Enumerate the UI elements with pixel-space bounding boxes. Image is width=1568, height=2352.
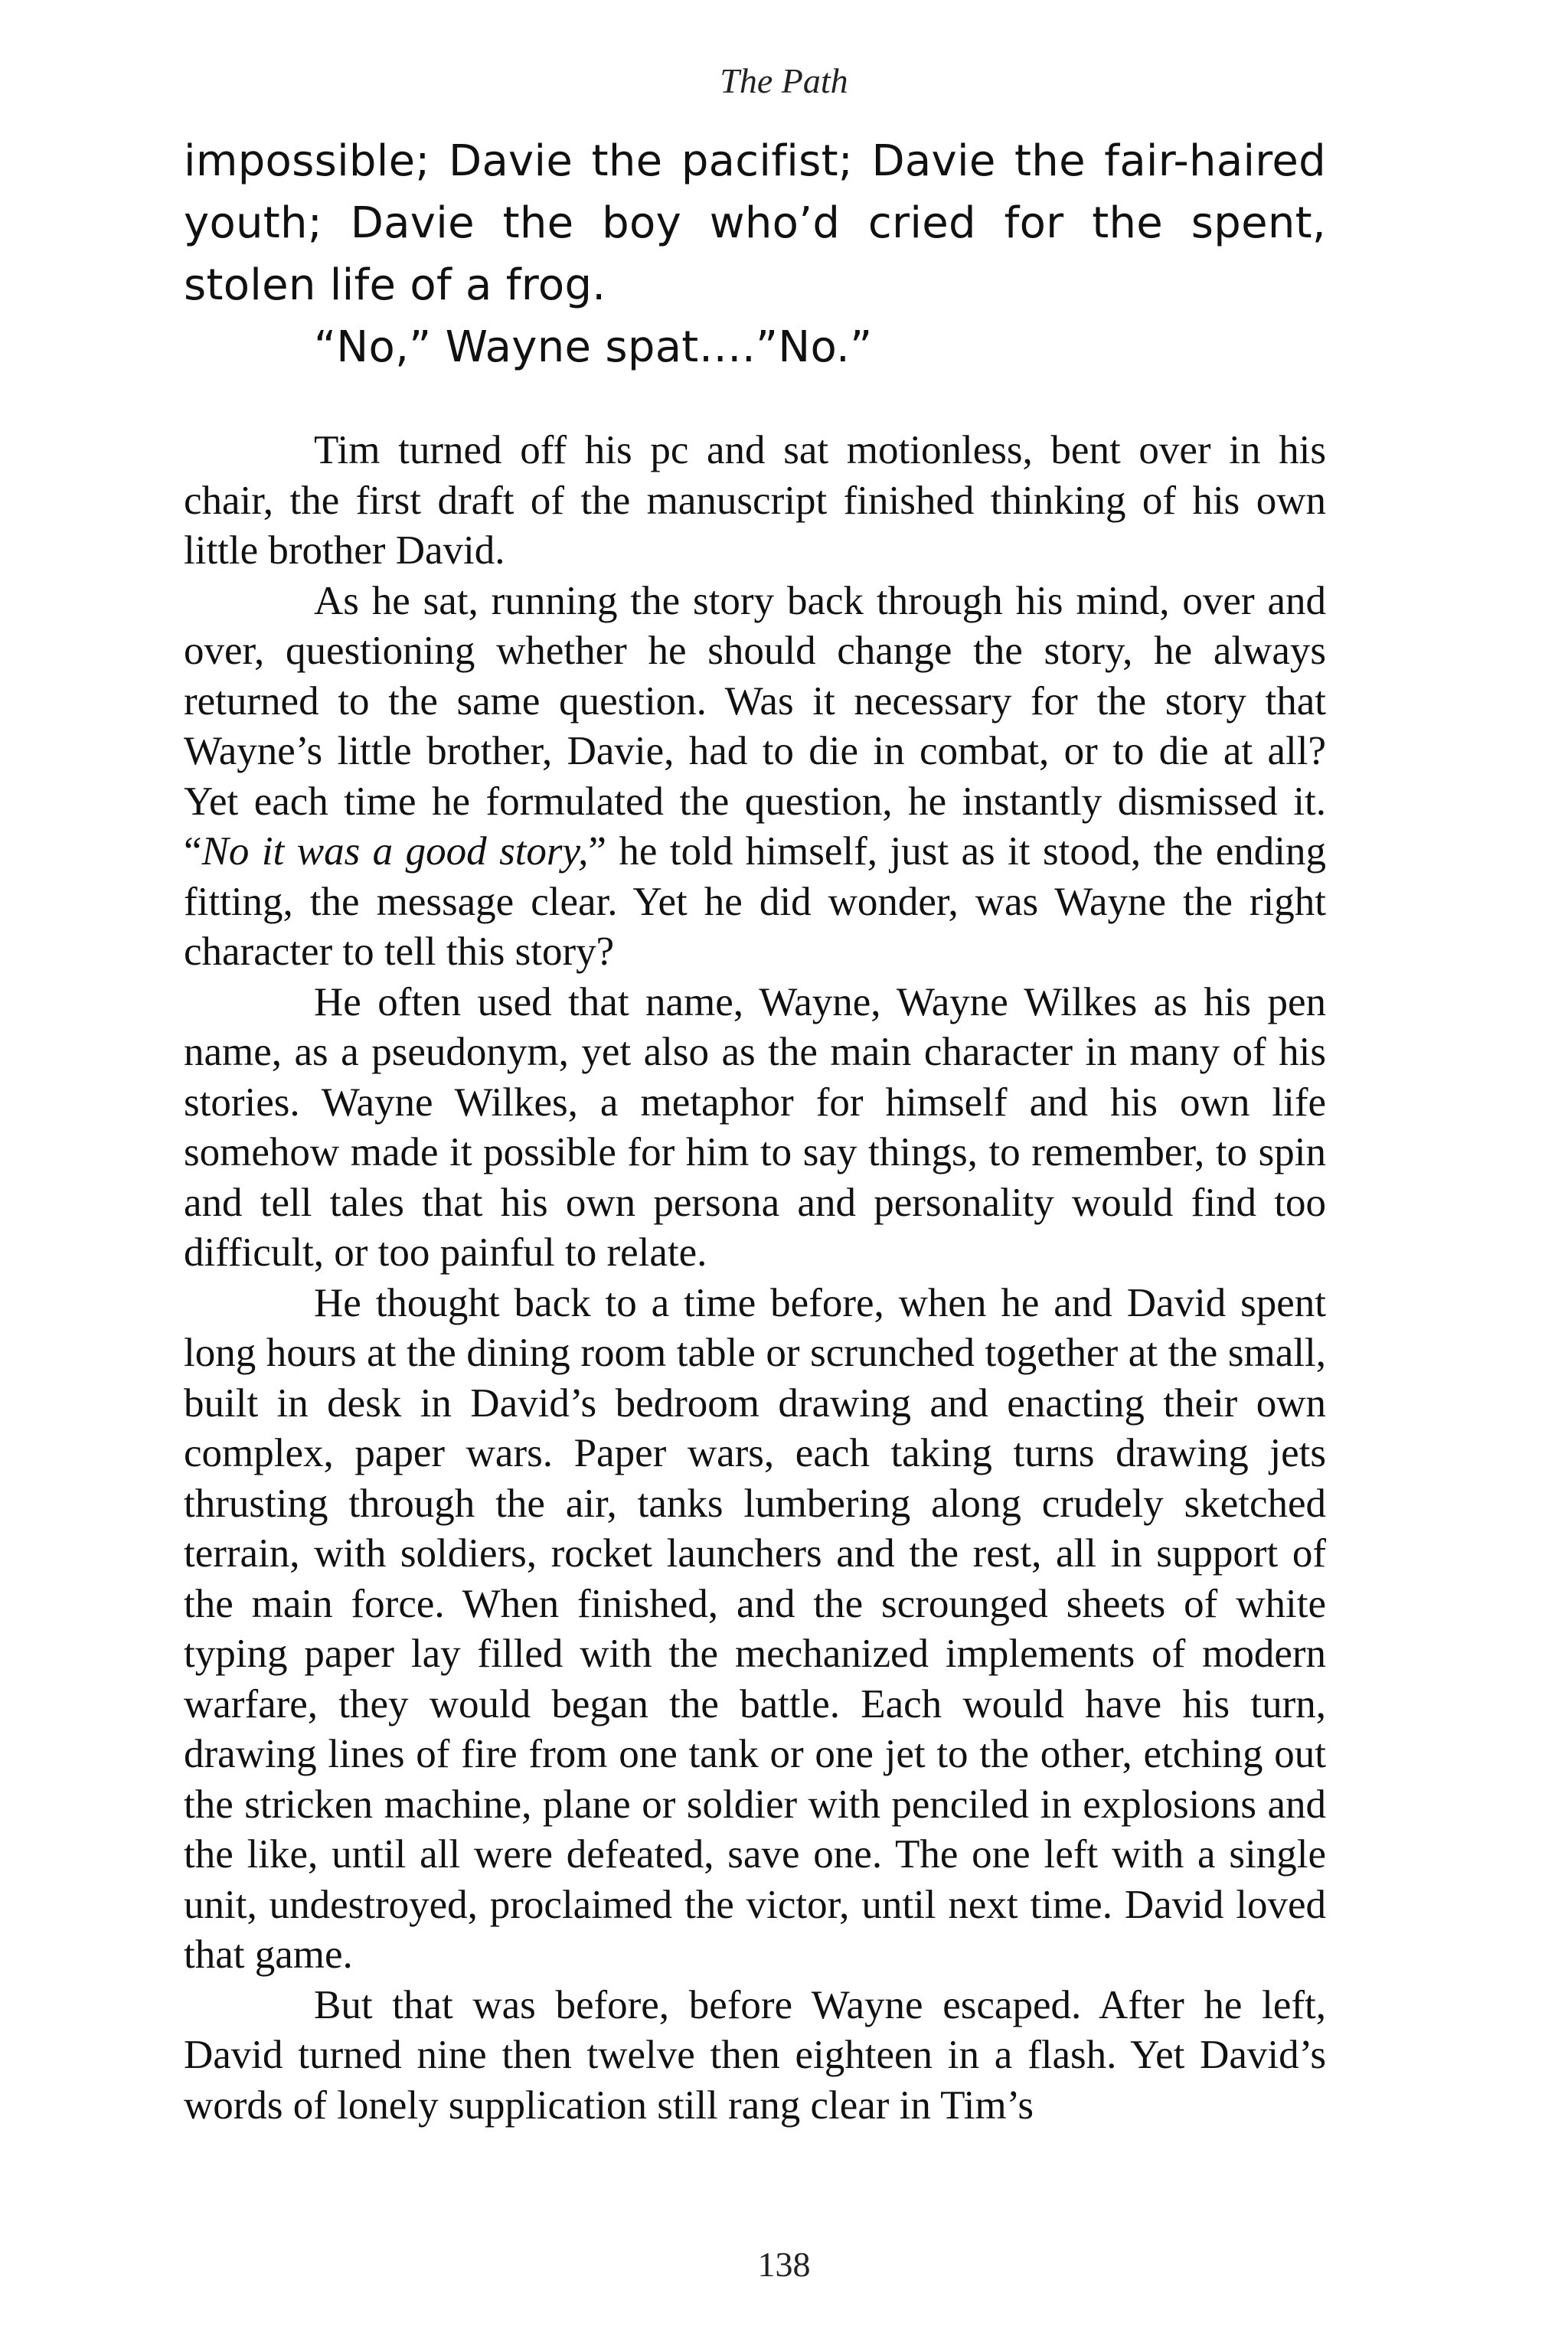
page-number: 138 — [757, 2245, 811, 2284]
story-dialogue: “No,” Wayne spat….”No.” — [314, 322, 873, 372]
paragraph-text: ” he told himself, just as it stood, the ending fitting, the message clear. Yet he did wonder, was Wayne the right character to tell this story? — [184, 829, 1326, 974]
story-paragraph: impossible; Davie the pacifist; Davie the fair-haired youth; Davie the boy who’d cried for the spent, stolen life of a frog. — [184, 136, 1326, 310]
story-excerpt — [184, 130, 1326, 378]
body-paragraph-2 — [184, 577, 1326, 978]
body-paragraph-3: He often used that name, Wayne, Wayne Wilkes as his pen name, as a pseudonym, yet also as the main character in many of his stories. Wayne Wilkes, a metaphor for himself and his own life somehow made it possible for him to say things, to remember, to spin and tell tales that his own persona and personality would find too difficult, or too painful to relate. — [184, 979, 1326, 1275]
paragraph-text: As he sat, running the story back through his mind, over and over, questioning whether he should change the story, he always returned to the same question. Was it necessary for the story that Wayne’s little brother, Davie, had to die in combat, or to die at all? Yet each time he formulated the question, he instantly dismissed it. “ — [184, 578, 1326, 874]
body-paragraph-1: Tim turned off his pc and sat motionless, bent over in his chair, the first draft of the manuscript finished thinking of his own little brother David. — [184, 428, 1326, 573]
main-text — [184, 426, 1326, 2131]
italic-quote: No it was a good story, — [201, 829, 589, 874]
running-title: The Path — [720, 61, 848, 100]
body-paragraph-5: But that was before, before Wayne escaped. After he left, David turned nine then twelve then eighteen in a flash. Yet David’s words of lonely supplication still rang clear in Tim’s — [184, 1982, 1326, 2128]
body-paragraph-4: He thought back to a time before, when he and David spent long hours at the dining room table or scrunched together at the small, built in desk in David’s bedroom drawing and enacting their own complex, paper wars. Paper wars, each taking turns drawing jets thrusting through the air, tanks lumbering along crudely sketched terrain, with soldiers, rocket launchers and the rest, all in support of the main force. When finished, and the scrounged sheets of white typing paper lay filled with the mechanized implements of modern warfare, they would began the battle. Each would have his turn, drawing lines of fire from one tank or one jet to the other, etching out the stricken machine, plane or soldier with penciled in explosions and the like, until all were defeated, save one. The one left with a single unit, undestroyed, proclaimed the victor, until next time. David loved that game. — [184, 1280, 1326, 1977]
